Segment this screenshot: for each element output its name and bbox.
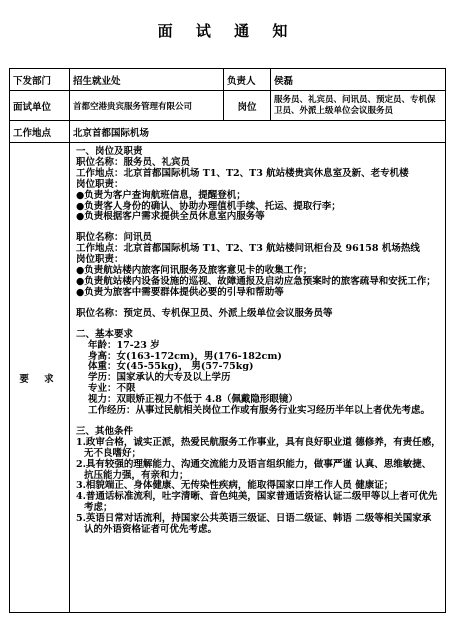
- condition-item-cont: 认的外语资格证者可优先考虑。: [84, 524, 218, 536]
- owner-value: 侯磊: [271, 69, 446, 91]
- duty-item: ●负责航站楼内设备设施的巡视、故障通报及启动应急预案时的旅客疏导和安抚工作；: [76, 275, 436, 287]
- duty-item: ●负责为旅客中需要群体提供必要的引导和帮助等: [76, 286, 284, 298]
- job-name: 职位名称：服务员、礼宾员: [76, 156, 191, 168]
- section-heading: 二、基本要求: [76, 328, 134, 340]
- req-major: 专业：不限: [88, 383, 136, 395]
- unit-value: 首都空港贵宾服务管理有限公司: [70, 91, 224, 121]
- condition-item-cont: 抗压能力强，有亲和力；: [84, 469, 189, 481]
- section-heading: 三、其他条件: [76, 425, 134, 437]
- duty-label: 岗位职责：: [76, 178, 124, 190]
- req-weight: 体重：女(45-55kg)， 男(57-75kg): [88, 361, 254, 373]
- duty-item: ●负责为客户查询航班信息，提醒登机；: [76, 189, 246, 201]
- requirements-content: [70, 143, 446, 613]
- notice-title: 面 试 通 知: [157, 22, 297, 40]
- duty-item: ●负责根据客户需求提供全员休息室内服务等: [76, 211, 265, 223]
- req-height: 身高：女(163-172cm)，男(176-182cm): [88, 350, 282, 362]
- condition-item-cont: 无不良嗜好；: [84, 447, 142, 459]
- req-experience: 工作经历：从事过民航相关岗位工作或有服务行业实习经历半年以上者优先考虑。: [88, 405, 431, 417]
- condition-item: 1.政审合格，诚实正派，热爱民航服务工作事业，具有良好职业道 德修养，有责任感，: [76, 436, 441, 448]
- condition-item: 3.相貌端正、身体健康、无传染性疾病，能取得国家口岸工作人员 健康证；: [76, 480, 394, 492]
- notice-table: [9, 68, 446, 613]
- job-place: 工作地点：北京首都国际机场 T1、T2、T3 航站楼贵宾休息室及新、老专机楼: [76, 167, 409, 179]
- post-label: 岗位: [224, 91, 271, 121]
- job-name: 职位名称：预定员、专机保卫员、外派上级单位会议服务员等: [76, 307, 333, 319]
- req-vision: 视力：双眼矫正视力不低于 4.8（佩戴隐形眼镜）: [88, 394, 298, 406]
- duty-item: ●负责客人身份的确认、协助办理值机手续、托运、提取行李；: [76, 200, 341, 212]
- condition-item: 4.普通话标准流利，吐字清晰、音色纯美，国家普通话资格认证二级甲等以上者可优先: [76, 491, 438, 503]
- section-heading: 一、岗位及职责: [76, 146, 143, 157]
- req-education: 学历：国家承认的大专及以上学历: [88, 372, 231, 384]
- condition-item: 5.英语日常对话流利，持国家公共英语三级证、日语二级证、韩语 二级等相关国家承: [76, 513, 432, 525]
- job-name: 职位名称：问讯员: [76, 232, 153, 244]
- requirements-label: 要 求: [10, 143, 70, 613]
- unit-label: 面试单位: [10, 91, 70, 121]
- condition-item: 2.具有较强的理解能力、沟通交流能力及语言组织能力，做事严谨 认真、思维敏捷、: [76, 458, 432, 470]
- job-place: 工作地点：北京首都国际机场 T1、T2、T3 航站楼问讯柜台及 96158 机场热线: [76, 243, 420, 255]
- owner-label: 负责人: [224, 69, 271, 91]
- dept-value: 招生就业处: [70, 69, 224, 91]
- duty-label: 岗位职责：: [76, 254, 124, 266]
- place-label: 工作地点: [10, 121, 70, 143]
- req-age: 年龄：17-23 岁: [88, 339, 160, 351]
- condition-item-cont: 考虑；: [84, 502, 113, 514]
- duty-item: ●负责航站楼内旅客问讯服务及旅客意见卡的收集工作；: [76, 265, 313, 277]
- post-value: 服务员、礼宾员、问讯员、预定员、专机保卫员、外派上级单位会议服务员: [271, 91, 446, 121]
- place-value: 北京首都国际机场: [70, 121, 446, 143]
- dept-label: 下发部门: [10, 69, 70, 91]
